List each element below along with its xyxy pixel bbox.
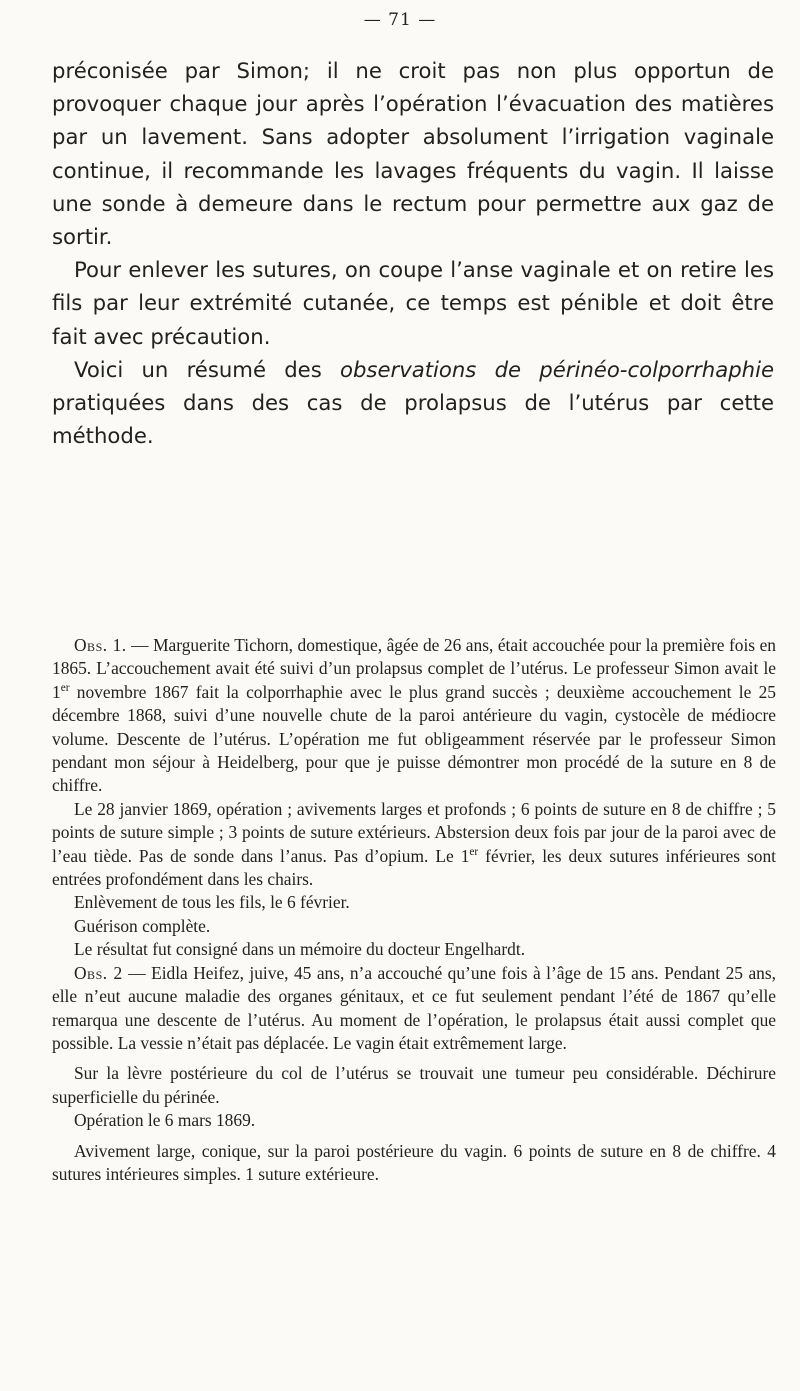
obs1-operation-b: février, les deux sutures inférieures sont entrées profondément dans les chairs. [52,845,776,890]
obs2-label: Obs. 2 [74,962,123,983]
obs1-removal: Enlèvement de tous les fils, le 6 février. [74,892,350,913]
paragraph-sutures: Pour enlever les sutures, on coupe l’anse vaginale et on retire les fils par leur extrémité cutanée, ce temps est pénible et doit être fait avec précaution. [52,257,774,349]
obs1-label: Obs. 1. [74,635,127,655]
obs2-tumor: Sur la lèvre postérieure du col de l’utérus se trouvait une tumeur peu considérable. Déchirure superficielle du périnée. [52,1063,776,1107]
obs1-text-b: novembre 1867 fait la colporrhaphie avec le plus grand succès ; deuxième accouchement le 25 décembre 1868, suivi d’une nouvelle chute de la paroi antérieure du vagin, cystocèle de médiocre volume. Descente de l’utérus. L’opération me fut obligeamment réservée par le professeur Simon pendant mon séjour à Heidelberg, pour que je puisse démontrer mon procédé de la suture en 8 de chiffre. [52,681,776,796]
paragraph-preconisee: préconisée par Simon; il ne croit pas non plus opportun de provoquer chaque jour après l’opération l’évacuation des matières par un lavement. Sans adopter absolument l’irrigation vaginale continue, il recommande les lavages fréquents du vagin. Il laisse une sonde à demeure dans le rectum pour permettre aux gaz de sortir. [52,58,774,250]
obs1-operation-sup: er [469,845,479,858]
obs1-text-a: — Marguerite Tichorn, domestique, âgée de 26 ans, était accouchée pour la première fois en 1865. L’accouchement avait été suivi d’un prolapsus complet de l’utérus. Le professeur Simon avait le 1 [52,635,776,702]
obs2-paragraph [52,962,776,1056]
resume-text-end: pratiquées dans des cas de prolapsus de l’utérus par cette méthode. [52,390,774,449]
obs1-result: Le résultat fut consigné dans un mémoire du docteur Engelhardt. [74,939,526,960]
obs1-paragraph [52,634,776,798]
paragraph-resume [52,353,774,453]
obs1-sup: er [60,682,70,695]
obs1-operation-a: Le 28 janvier 1869, opération ; avivements larges et profonds ; 6 points de suture en 8 de chiffre ; 5 points de suture simple ; 3 points de suture extérieurs. Abstersion deux fois par jour de la paroi avec de l’eau tiède. Pas de sonde dans l’anus. Pas d’opium. Le 1 [52,798,776,866]
obs1-healing: Guérison complète. [74,915,211,936]
obs2-avivement: Avivement large, conique, sur la paroi postérieure du vagin. 6 points de suture en 8 de chiffre. 4 sutures intérieures simples. 1 suture extérieure. [52,1140,776,1184]
observations-section [52,634,776,1186]
obs2-operation-date: Opération le 6 mars 1869. [74,1110,256,1131]
observations-title: observations de périnéo-colporrhaphie [340,356,774,382]
obs1-operation [52,798,776,892]
main-text [52,54,774,452]
page-number: — 71 — [363,10,437,30]
resume-text-start: Voici un résumé des [74,356,340,382]
obs2-text: — Eidla Heifez, juive, 45 ans, n’a accouché qu’une fois à l’âge de 15 ans. Pendant 25 ans, elle n’eut aucune maladie des organes génitaux, et ce fut seulement pendant l’été de 1867 qu’elle remarqua une descente de l’utérus. Au moment de l’opération, le prolapsus était aussi complet que possible. La vessie n’était pas déplacée. Le vagin était extrêmement large. [52,962,776,1053]
